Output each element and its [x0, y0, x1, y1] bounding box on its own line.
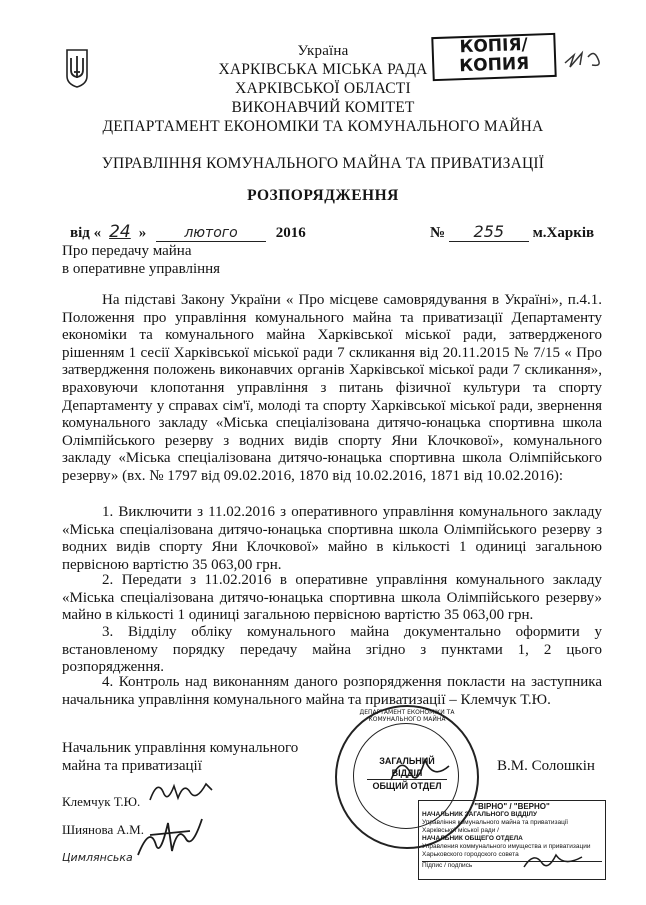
- round-stamp-center: [367, 755, 447, 792]
- document-type: РОЗПОРЯДЖЕННЯ: [247, 187, 399, 204]
- approver-2: Шиянова А.М.: [62, 822, 144, 837]
- signature-scribble-icon: [140, 772, 220, 808]
- city-name: м.Харків: [532, 225, 595, 241]
- signature-scribble-icon: [130, 805, 210, 865]
- round-stamp-center-line1: ЗАГАЛЬНИЙ: [379, 756, 435, 766]
- body-item2: 2. Передати з 11.02.2016 в оперативне управління комунального закладу «Міська спеціалізована дитячо-юнацька спортивна школа Олімпійського резерву» майно в кількості 1 одиниці загальною первісною вартістю 35 063,00 грн.: [62, 572, 602, 624]
- round-stamp-center-line3: ОБЩИЙ ОТДЕЛ: [367, 779, 447, 792]
- office-name: УПРАВЛІННЯ КОМУНАЛЬНОГО МАЙНА ТА ПРИВАТИЗАЦІЇ: [101, 155, 545, 172]
- signatory-name: В.М. Солошкін: [497, 758, 595, 774]
- verification-stamp-line8: Підпис / подпись: [422, 861, 602, 870]
- verification-stamp-line3: Управління комунального майна та приватизації: [422, 819, 569, 826]
- date-prefix: від «: [70, 225, 102, 241]
- copy-stamp-line1: КОПІЯ/: [459, 34, 529, 58]
- doc-number: 255: [449, 222, 529, 242]
- body-item1: 1. Виключити з 11.02.2016 з оперативного управління комунального закладу «Міська спеціалізована дитячо-юнацька спортивна школа Олімпійського резерву з водних видів спорту Яни Клочкової» майно в кількості 1 одиниці загальною первісною вартістю 35 063,00 грн.: [62, 504, 602, 573]
- verification-stamp-line5: НАЧАЛЬНИК ОБЩЕГО ОТДЕЛА: [422, 835, 523, 842]
- region-name: ХАРКІВСЬКОЇ ОБЛАСТІ: [235, 80, 411, 97]
- verification-stamp-line2: НАЧАЛЬНИК ЗАГАЛЬНОГО ВІДДІЛУ: [422, 811, 538, 818]
- verification-stamp-line6: Управления коммунального имущества и приватизации: [422, 843, 591, 850]
- round-stamp-ring-text: ДЕПАРТАМЕНТ ЕКОНОМІКИ ТА КОМУНАЛЬНОГО МАЙНА: [359, 709, 455, 723]
- date-year: 2016: [275, 225, 306, 241]
- verification-stamp-line7: Харьковского городского совета: [422, 851, 519, 858]
- department-name: ДЕПАРТАМЕНТ ЕКОНОМІКИ ТА КОМУНАЛЬНОГО МАЙНА: [102, 118, 544, 135]
- signature-scribble-icon: [520, 845, 590, 875]
- body-item3: 3. Відділу обліку комунального майна документально оформити у встановленому порядку передачу майна згідно з пунктами 1, 2 цього розпорядження.: [62, 624, 602, 676]
- date-month: лютого: [156, 225, 266, 242]
- council-name: ХАРКІВСЬКА МІСЬКА РАДА: [218, 61, 428, 78]
- signatory-position-line1: Начальник управління комунального: [62, 740, 299, 756]
- committee-name: ВИКОНАВЧИЙ КОМІТЕТ: [231, 99, 415, 116]
- subject-line2: в оперативне управління: [62, 261, 221, 277]
- date-mid: »: [138, 225, 147, 241]
- scribble-mark-icon: [560, 45, 605, 75]
- body-item4: 4. Контроль над виконанням даного розпорядження покласти на заступника начальника управління комунального майна та приватизації – Клемчук Т.Ю.: [62, 674, 602, 708]
- copy-stamp-line2: КОПИЯ: [458, 53, 530, 77]
- signatory-position-line2: майна та приватизації: [62, 758, 202, 774]
- date-day: 24: [109, 222, 131, 242]
- subject-line1: Про передачу майна: [62, 243, 192, 259]
- verification-stamp-line4: Харківської міської ради /: [422, 827, 499, 834]
- body-intro: На підставі Закону України « Про місцеве самоврядування в Україні», п.4.1. Положення про управління комунального майна та приватизації Департаменту економіки та комунального майна Харківської міської ради, затвердженого рішенням 1 сесії Харківської міської ради 7 скликання від 20.11.2015 № 7/15 « Про затвердження положень виконавчих органів Харківської міської ради 7 скликання», враховуючи клопотання управління з питань фізичної культури та спорту Департаменту у справах сім'ї, молоді та спорту Харківської міської ради, звернення комунального закладу «Міська спеціалізована дитячо-юнацька спортивна школа Олімпійського резерву з водних видів спорту Яни Клочкової», комунального закладу «Міська спеціалізована дитячо-юнацька спортивна школа Олімпійського резерву» (вх. № 1797 від 09.02.2016, 1870 від 10.02.2016, 1871 від 10.02.2016):: [62, 292, 602, 484]
- approver-1: Клемчук Т.Ю.: [62, 794, 141, 809]
- number-prefix: №: [430, 225, 446, 241]
- round-stamp-center-line2: ВІДДІЛ: [391, 768, 423, 778]
- doc-number-line: [430, 222, 610, 242]
- country-name: Україна: [297, 43, 349, 59]
- copy-stamp: [431, 33, 556, 81]
- approver-3: Цимлянська: [62, 851, 133, 864]
- verification-stamp-line1: "ВІРНО" / "ВЕРНО": [474, 802, 550, 811]
